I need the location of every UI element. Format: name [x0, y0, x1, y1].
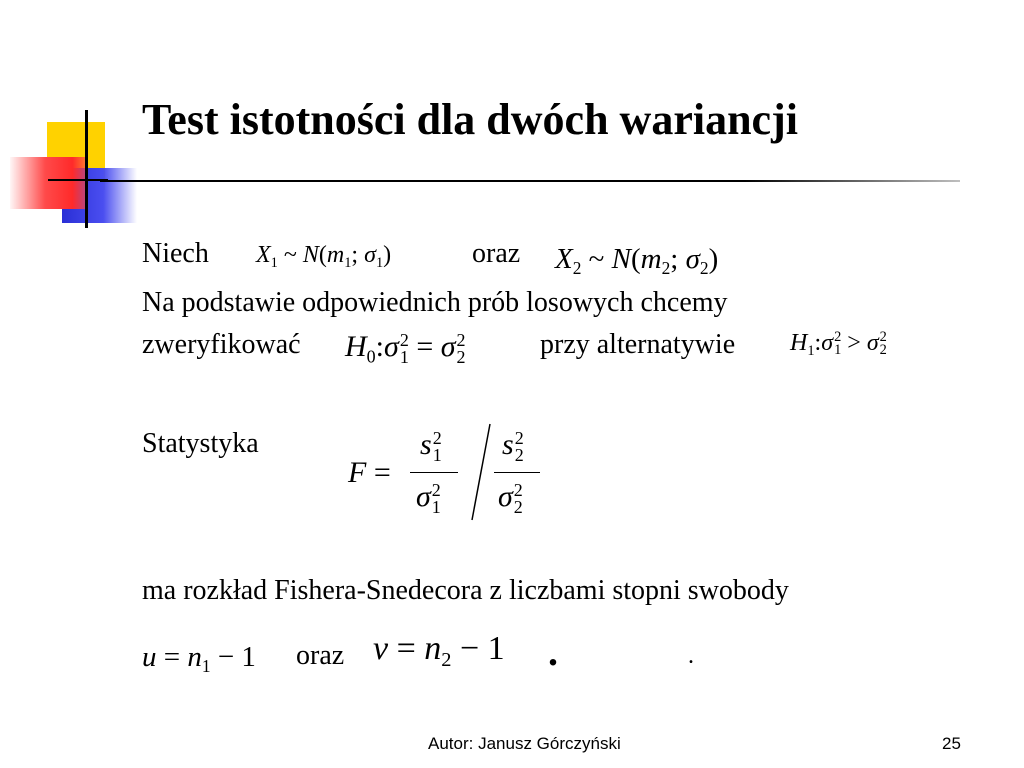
word-niech: Niech — [142, 238, 209, 269]
body-text-line-5: ma rozkład Fishera-Snedecora z liczbami stopni swobody — [142, 575, 789, 606]
logo-red-bar — [10, 157, 88, 209]
fraction-line-left — [410, 472, 458, 473]
slide-title: Test istotności dla dwóch wariancji — [142, 95, 798, 144]
formula-alternative-hypothesis: $H_1:\sigma$ 2 1 > σ 2 2 — [790, 328, 887, 360]
word-statystyka: Statystyka — [142, 428, 259, 459]
word-oraz-2: oraz — [296, 640, 345, 671]
denominator-sigma1-squared: σ 2 1 — [416, 480, 441, 518]
period-large: . — [548, 629, 558, 674]
formula-x2-distribution: $X_2$ ~ $N(m_2$; $\sigma_2$) — [555, 243, 719, 279]
formula-v-degrees: $v = n_2 - 1$ — [373, 630, 505, 672]
formula-x1-distribution: $X_1$ ~ $N(m_1$; $\sigma_1$) — [256, 242, 392, 272]
fraction-line-right — [494, 472, 540, 473]
denominator-sigma2-squared: σ 2 2 — [498, 480, 523, 518]
word-przy-alternatywie: przy alternatywie — [540, 329, 736, 360]
logo-vertical-line — [85, 110, 88, 228]
footer-author: Autor: Janusz Górczyński — [428, 734, 621, 753]
numerator-s1-squared: s 2 1 — [420, 428, 442, 466]
word-oraz-1: oraz — [472, 238, 521, 269]
body-text-line-2: Na podstawie odpowiednich prób losowych chcemy — [142, 287, 728, 318]
division-slash — [468, 422, 494, 522]
formula-u-degrees: $u = n_1 - 1$ — [142, 641, 256, 677]
formula-null-hypothesis: $H_0:\sigma$ 2 1 = σ 2 2 — [345, 330, 466, 368]
f-symbol: F — [348, 456, 367, 489]
title-underline — [100, 180, 960, 182]
slide-number: 25 — [942, 734, 961, 753]
formula-f-statistic: F = s 2 1 σ 2 1 s 2 2 σ 2 2 — [340, 420, 550, 530]
word-zweryfikowac: zweryfikować — [142, 329, 301, 360]
numerator-s2-squared: s 2 2 — [502, 428, 524, 466]
logo-horizontal-line — [48, 179, 108, 181]
period-small: . — [688, 643, 694, 669]
